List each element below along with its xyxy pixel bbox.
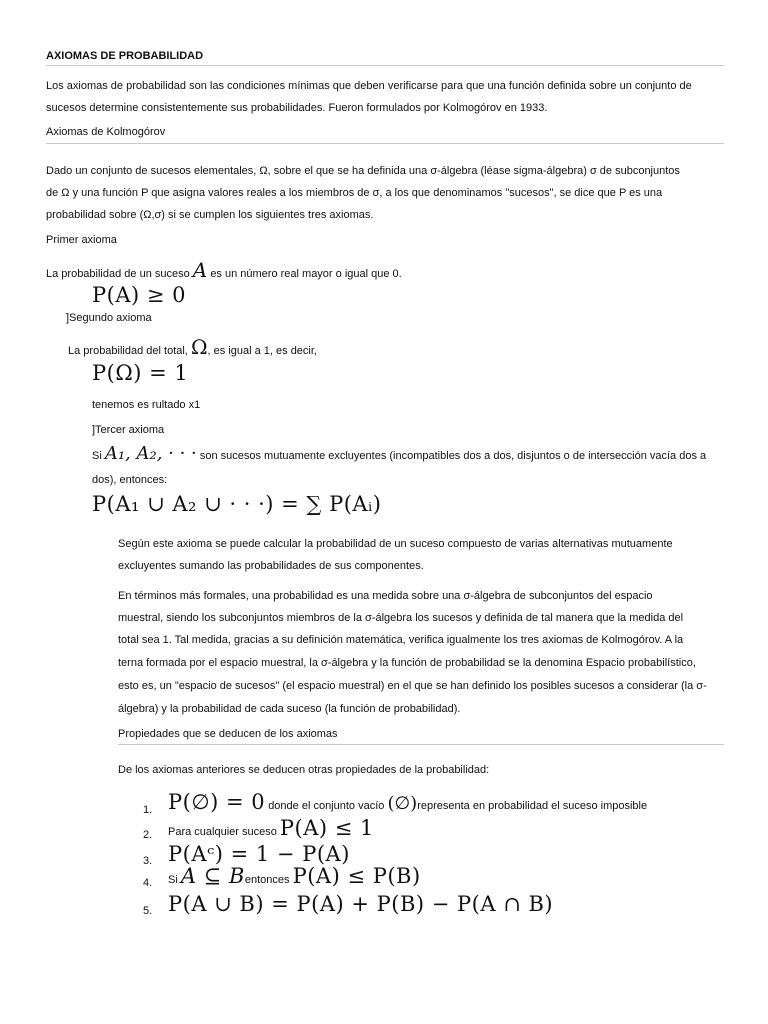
p3-line-5: esto es, un "espacio de sucesos" (el espacio muestral) en el que se han definido los posibles sucesos a considerar (la σ- — [118, 680, 707, 692]
p3-line-1: En términos más formales, una probabilidad es una medida sobre una σ-álgebra de subconjuntos del espacio — [118, 590, 653, 602]
axiom3-formula: P(A₁ ∪ A₂ ∪ · · ·) = ∑ P(Aᵢ) — [92, 492, 382, 516]
prop5-item — [168, 892, 553, 916]
axiom3-statement — [92, 443, 706, 464]
axiom2-title: ]Segundo axioma — [66, 312, 152, 324]
prop4-item — [168, 864, 421, 888]
prop2-number: 2. — [143, 829, 153, 841]
axiom2-formula: P(Ω) = 1 — [92, 361, 189, 385]
axiom3-pre: Si — [92, 450, 102, 462]
axiom2-pre: La probabilidad del total, — [68, 345, 188, 357]
p1-line-3: probabilidad sobre (Ω,σ) si se cumplen los siguientes tres axiomas. — [46, 209, 374, 221]
prop3-item — [168, 842, 350, 866]
axiom1-post: es un número real mayor o igual que 0. — [210, 268, 402, 280]
axiom1-pre: La probabilidad de un suceso — [46, 268, 190, 280]
axiom3-post: son sucesos mutuamente excluyentes (incompatibles dos a dos, disjuntos o de intersección vacía dos a — [199, 450, 707, 462]
p2-line-2: excluyentes sumando las probabilidades de sus componentes. — [118, 560, 424, 572]
prop1-text-1: donde el conjunto vacío — [268, 800, 385, 812]
p1-line-1: Dado un conjunto de sucesos elementales, Ω, sobre el que se ha definida una σ-álgebra (léase sigma-álgebra) σ de subconjuntos — [46, 165, 680, 177]
prop2-text-1: Para cualquier suceso — [168, 826, 277, 838]
prop4-formula: P(A) ≤ P(B) — [292, 864, 421, 888]
p3-line-3: total sea 1. Tal medida, gracias a su definición matemática, verifica igualmente los tres axiomas de Kolmogórov. A la — [118, 634, 684, 646]
prop1-formula: P(∅) = 0 — [168, 790, 266, 814]
p3-line-6: álgebra) y la probabilidad de cada suceso (la función de probabilidad). — [118, 703, 461, 715]
axiom3-line-2: dos), entonces: — [92, 474, 168, 486]
prop4-formula-1: A ⊆ B — [180, 864, 245, 888]
prop2-item — [168, 816, 374, 840]
axiom1-title: Primer axioma — [46, 234, 117, 246]
section-heading-propiedades: Propiedades que se deducen de los axiomas — [118, 728, 338, 740]
axiom2-note: tenemos es rultado x1 — [92, 399, 201, 411]
p2-line-1: Según este axioma se puede calcular la probabilidad de un suceso compuesto de varias alternativas mutuamente — [118, 538, 673, 550]
axiom1-statement — [46, 258, 402, 282]
prop1-formula-2: (∅) — [387, 793, 418, 814]
p3-line-2: muestral, siendo los subconjuntos miembros de la σ-álgebra los sucesos y definida de tal manera que la medida del — [118, 612, 684, 624]
section-rule-1 — [46, 143, 724, 144]
intro-line-1: Los axiomas de probabilidad son las condiciones mínimas que deben verificarse para que una función definida sobre un conjunto de — [46, 80, 692, 92]
doc-title: AXIOMAS DE PROBABILIDAD — [46, 50, 204, 62]
prop4-text-1: Si — [168, 874, 178, 886]
prop1-text-2: representa en probabilidad el suceso imposible — [417, 800, 648, 812]
axiom2-statement — [68, 335, 317, 359]
prop1-number: 1. — [143, 804, 153, 816]
p4: De los axiomas anteriores se deducen otras propiedades de la probabilidad: — [118, 764, 490, 776]
prop3-number: 3. — [143, 855, 153, 867]
axiom2-post: , es igual a 1, es decir, — [207, 345, 317, 357]
axiom1-var: A — [192, 258, 208, 282]
axiom3-var: A₁, A₂, · · · — [104, 443, 197, 464]
title-rule — [46, 65, 724, 66]
prop4-number: 4. — [143, 877, 153, 889]
p3-line-4: terna formada por el espacio muestral, la σ-álgebra y la función de probabilidad se la denomina Espacio probabilístico, — [118, 657, 696, 669]
section-heading-kolmogorov: Axiomas de Kolmogórov — [46, 126, 166, 138]
prop4-text-2: entonces — [244, 874, 290, 886]
axiom3-title: ]Tercer axioma — [92, 424, 165, 436]
section-rule-2 — [118, 744, 724, 745]
p1-line-2: de Ω y una función P que asigna valores reales a los miembros de σ, a los que denominamos "sucesos", se dice que P es una — [46, 187, 663, 199]
prop5-number: 5. — [143, 905, 153, 917]
axiom2-var: Ω — [190, 335, 208, 359]
prop1-item — [168, 790, 647, 814]
prop3-formula: P(Aᶜ) = 1 − P(A) — [168, 842, 350, 866]
prop5-formula: P(A ∪ B) = P(A) + P(B) − P(A ∩ B) — [168, 892, 554, 916]
prop2-formula: P(A) ≤ 1 — [279, 816, 374, 840]
axiom1-formula: P(A) ≥ 0 — [92, 283, 186, 307]
intro-line-2: sucesos determine consistentemente sus probabilidades. Fueron formulados por Kolmogórov en 1933. — [46, 102, 548, 114]
